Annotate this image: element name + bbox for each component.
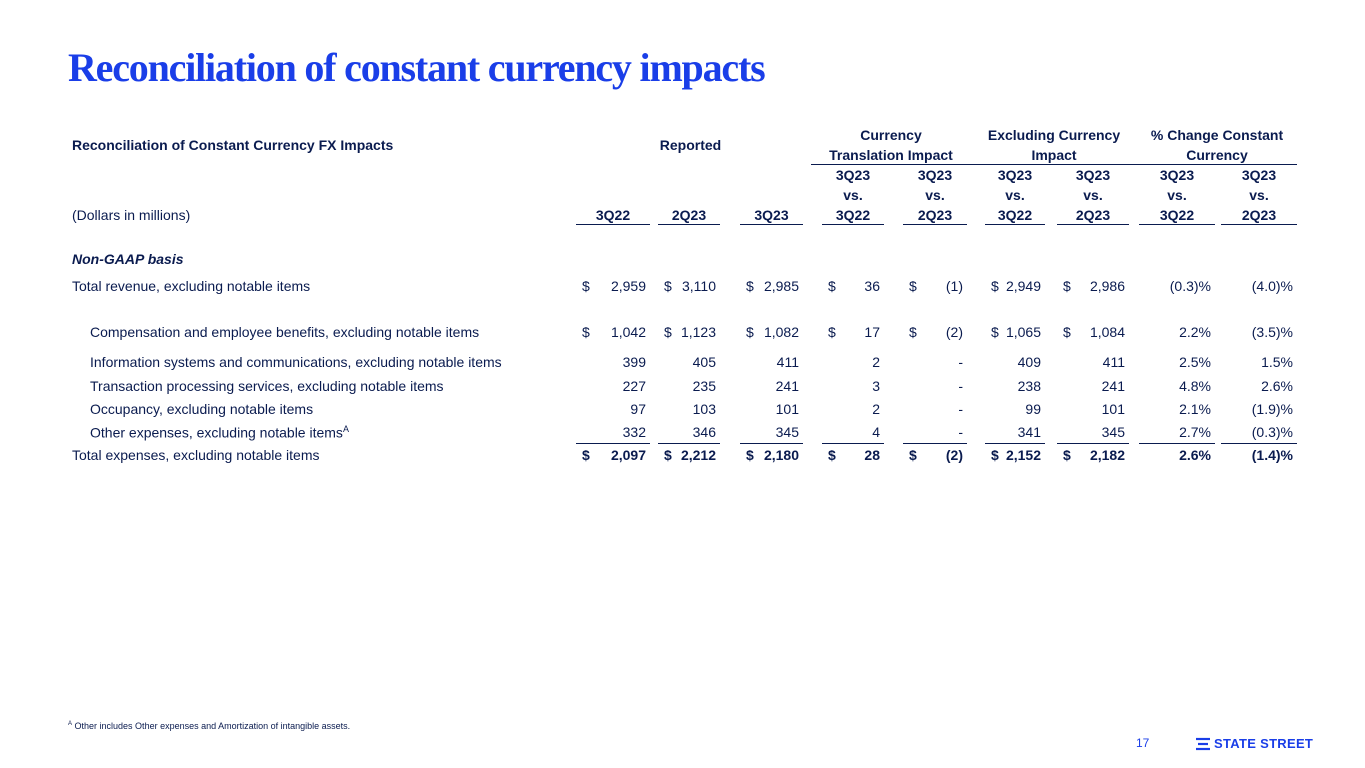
table-cell: 238 — [1017, 378, 1041, 394]
column-header-label: 3Q22 — [595, 207, 631, 223]
table-cell: 345 — [775, 424, 799, 440]
row-footnote-marker: A — [342, 424, 349, 434]
table-cell: (0.3)% — [1251, 424, 1293, 440]
currency-symbol: $ — [582, 447, 590, 463]
table-cell: 1,084 — [1089, 324, 1125, 340]
table-cell: 2,152 — [1005, 447, 1041, 463]
table-cell: 3,110 — [682, 278, 716, 294]
table-cell: 332 — [622, 424, 646, 440]
table-cell: 345 — [1101, 424, 1125, 440]
currency-symbol: $ — [664, 324, 672, 340]
table-cell: 2,985 — [763, 278, 799, 294]
table-cell: 1,065 — [1005, 324, 1041, 340]
table-cell: 241 — [775, 378, 799, 394]
table-cell: 4.8% — [1179, 378, 1211, 394]
table-cell: 341 — [1017, 424, 1041, 440]
total-rule — [658, 443, 720, 444]
total-rule — [1057, 443, 1129, 444]
column-header-vs: vs. — [1249, 187, 1269, 203]
table-cell: - — [958, 354, 963, 370]
row-label: Occupancy, excluding notable items — [90, 401, 314, 417]
currency-symbol: $ — [828, 324, 836, 340]
group-header-underline — [811, 164, 1297, 165]
total-rule — [903, 443, 967, 444]
column-header-underline — [658, 224, 720, 225]
column-header-period: 3Q23 — [917, 167, 953, 183]
total-rule — [985, 443, 1045, 444]
table-cell: 3 — [872, 378, 880, 394]
group-header-pct-change-line2: Currency — [1186, 147, 1248, 163]
currency-symbol: $ — [991, 324, 999, 340]
group-header-currency-translation-line2: Translation Impact — [829, 147, 953, 163]
page-number: 17 — [1136, 736, 1150, 750]
table-cell: 411 — [1102, 354, 1125, 370]
table-cell: 2.1% — [1179, 401, 1211, 417]
table-cell: 101 — [1101, 401, 1125, 417]
currency-symbol: $ — [909, 324, 917, 340]
column-header-underline — [985, 224, 1045, 225]
table-cell: (3.5)% — [1251, 324, 1293, 340]
table-title: Reconciliation of Constant Currency FX Impacts — [72, 137, 394, 153]
total-rule — [576, 443, 650, 444]
table-cell: (2) — [945, 324, 963, 340]
column-header-vs: vs. — [1083, 187, 1103, 203]
group-header-excluding-currency-line2: Impact — [1031, 147, 1077, 163]
column-header-underline — [903, 224, 967, 225]
currency-symbol: $ — [991, 278, 999, 294]
table-cell: 2.2% — [1179, 324, 1211, 340]
table-cell: 101 — [775, 401, 799, 417]
column-header-label: 3Q22 — [997, 207, 1033, 223]
column-header-underline — [740, 224, 803, 225]
currency-symbol: $ — [746, 278, 754, 294]
column-header-vs: vs. — [843, 187, 863, 203]
table-cell: 1,123 — [680, 324, 716, 340]
table-cell: - — [958, 401, 963, 417]
row-label: Total revenue, excluding notable items — [72, 278, 311, 294]
logo-text: STATE STREET — [1214, 736, 1314, 751]
column-header-underline — [1057, 224, 1129, 225]
column-header-label: 2Q23 — [917, 207, 953, 223]
currency-symbol: $ — [909, 278, 917, 294]
units-label: (Dollars in millions) — [72, 207, 191, 223]
state-street-logo-icon — [1194, 735, 1212, 753]
table-cell: 1,042 — [610, 324, 646, 340]
currency-symbol: $ — [909, 447, 917, 463]
table-cell: - — [958, 424, 963, 440]
currency-symbol: $ — [664, 278, 672, 294]
section-label: Non-GAAP basis — [72, 251, 184, 267]
currency-symbol: $ — [1063, 278, 1071, 294]
table-cell: 409 — [1017, 354, 1041, 370]
table-cell: 2,182 — [1089, 447, 1125, 463]
row-label: Other expenses, excluding notable items$^A$ — [90, 424, 349, 441]
column-header-underline — [576, 224, 650, 225]
column-header-underline — [822, 224, 884, 225]
column-header-label: 3Q22 — [835, 207, 871, 223]
table-cell: 2,986 — [1089, 278, 1125, 294]
table-cell: 2.5% — [1179, 354, 1211, 370]
table-cell: - — [958, 378, 963, 394]
column-header-label: 2Q23 — [1241, 207, 1277, 223]
column-header-period: 3Q23 — [997, 167, 1033, 183]
table-cell: 2,097 — [610, 447, 646, 463]
table-cell: 2 — [872, 354, 880, 370]
group-header-pct-change-line1: % Change Constant — [1150, 127, 1284, 143]
currency-symbol: $ — [746, 324, 754, 340]
table-cell: 2.6% — [1179, 447, 1211, 463]
table-cell: 2.6% — [1261, 378, 1293, 394]
table-cell: 1.5% — [1261, 354, 1293, 370]
footnote-marker: A — [68, 721, 73, 727]
table-cell: 411 — [776, 354, 799, 370]
total-rule — [1139, 443, 1215, 444]
table-cell: (4.0)% — [1251, 278, 1293, 294]
column-header-underline — [1221, 224, 1297, 225]
table-cell: 2 — [872, 401, 880, 417]
total-rule — [740, 443, 803, 444]
group-header-reported: Reported — [659, 137, 722, 153]
table-cell: 1,082 — [763, 324, 799, 340]
column-header-period: 3Q23 — [1075, 167, 1111, 183]
column-header-vs: vs. — [1167, 187, 1187, 203]
currency-symbol: $ — [1063, 447, 1071, 463]
table-cell: 235 — [692, 378, 716, 394]
table-cell: (2) — [945, 447, 963, 463]
total-rule — [1221, 443, 1297, 444]
column-header-label: 2Q23 — [1075, 207, 1111, 223]
currency-symbol: $ — [582, 324, 590, 340]
row-label: Transaction processing services, excluding notable items — [90, 378, 444, 394]
group-header-excluding-currency-line1: Excluding Currency — [987, 127, 1121, 143]
page-title: Reconciliation of constant currency impacts — [68, 45, 765, 90]
currency-symbol: $ — [991, 447, 999, 463]
table-cell: 17 — [864, 324, 880, 340]
table-cell: (0.3)% — [1169, 278, 1211, 294]
currency-symbol: $ — [746, 447, 754, 463]
column-header-label: 3Q23 — [754, 207, 789, 223]
table-cell: 2.7% — [1179, 424, 1211, 440]
state-street-logo — [1194, 735, 1314, 753]
table-cell: 227 — [622, 378, 646, 394]
footnote-text: Other includes Other expenses and Amortization of intangible assets. — [74, 721, 351, 731]
table-cell: 103 — [692, 401, 716, 417]
total-rule — [822, 443, 884, 444]
row-label: Compensation and employee benefits, excluding notable items — [90, 324, 480, 340]
table-cell: 28 — [864, 447, 880, 463]
table-cell: 97 — [630, 401, 646, 417]
table-cell: 346 — [692, 424, 716, 440]
table-cell: 99 — [1025, 401, 1041, 417]
table-cell: 4 — [872, 424, 880, 440]
table-cell: 241 — [1101, 378, 1125, 394]
table-cell: 2,212 — [680, 447, 716, 463]
currency-symbol: $ — [664, 447, 672, 463]
row-label: Total expenses, excluding notable items — [72, 447, 320, 463]
column-header-vs: vs. — [925, 187, 945, 203]
column-header-label: 2Q23 — [671, 207, 707, 223]
column-header-vs: vs. — [1005, 187, 1025, 203]
table-cell: (1.4)% — [1251, 447, 1293, 463]
table-cell: 2,959 — [610, 278, 646, 294]
table-cell: 2,949 — [1005, 278, 1041, 294]
currency-symbol: $ — [1063, 324, 1071, 340]
table-cell: 2,180 — [763, 447, 799, 463]
column-header-period: 3Q23 — [1241, 167, 1277, 183]
column-header-period: 3Q23 — [1159, 167, 1195, 183]
table-cell: (1.9)% — [1251, 401, 1293, 417]
group-header-currency-translation-line1: Currency — [860, 127, 922, 143]
footnote — [68, 721, 350, 731]
currency-symbol: $ — [828, 447, 836, 463]
column-header-label: 3Q22 — [1159, 207, 1195, 223]
currency-symbol: $ — [582, 278, 590, 294]
table-cell: 405 — [692, 354, 716, 370]
table-cell: 399 — [622, 354, 646, 370]
column-header-underline — [1139, 224, 1215, 225]
row-label: Information systems and communications, excluding notable items — [90, 354, 502, 370]
currency-symbol: $ — [828, 278, 836, 294]
column-header-period: 3Q23 — [835, 167, 871, 183]
table-cell: 36 — [864, 278, 880, 294]
table-cell: (1) — [945, 278, 963, 294]
